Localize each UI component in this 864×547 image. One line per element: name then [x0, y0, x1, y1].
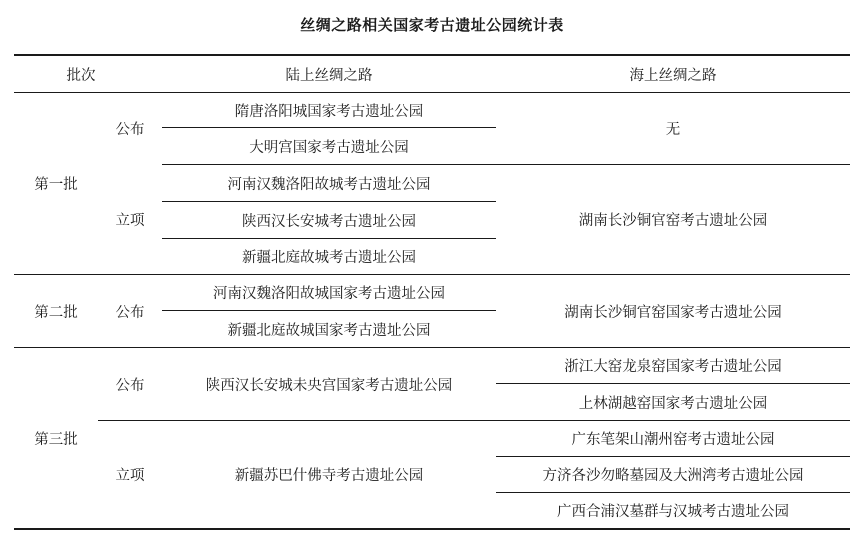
- header-land: 陆上丝绸之路: [285, 67, 373, 84]
- batch3-announced-type: 公布: [115, 377, 145, 394]
- batch2-announced-land-1: 河南汉魏洛阳故城国家考古遗址公园: [213, 286, 445, 302]
- batch3-approved-land: 新疆苏巴什佛寺考古遗址公园: [234, 468, 424, 484]
- batch1-approved-sea: 湖南长沙铜官窑考古遗址公园: [578, 213, 768, 229]
- table-title: 丝绸之路相关国家考古遗址公园统计表: [300, 16, 564, 34]
- batch1-announced-sea: 无: [665, 122, 681, 138]
- batch3-announced-sea-1: 浙江大窑龙泉窑国家考古遗址公园: [564, 359, 782, 375]
- batch2-label: 第二批: [34, 304, 78, 321]
- batch1-announced-type: 公布: [115, 122, 145, 138]
- bottom-rule: [14, 528, 850, 530]
- batch1-announced-land-1: 隋唐洛阳城国家考古遗址公园: [234, 103, 424, 120]
- batch3-announced-land: 陕西汉长安城未央宫国家考古遗址公园: [205, 377, 453, 394]
- batch1-announced-land-2: 大明宫国家考古遗址公园: [249, 139, 409, 156]
- header-sea: 海上丝绸之路: [629, 67, 717, 84]
- batch2-announced-sea: 湖南长沙铜官窑国家考古遗址公园: [564, 304, 782, 321]
- batch2-announced-type: 公布: [115, 304, 145, 321]
- header-batch: 批次: [66, 67, 96, 84]
- batch3-approved-sea-2: 方济各沙勿略墓园及大洲湾考古遗址公园: [542, 468, 804, 484]
- batch1-approved-type: 立项: [115, 213, 145, 229]
- batch1-label: 第一批: [34, 177, 78, 193]
- batch3-approved-type: 立项: [115, 468, 145, 484]
- batch3-label: 第三批: [34, 431, 78, 448]
- batch1-approved-land-2: 陕西汉长安城考古遗址公园: [242, 213, 416, 230]
- batch1-approved-land-1: 河南汉魏洛阳故城考古遗址公园: [227, 176, 431, 193]
- batch3-approved-sea-1: 广东笔架山潮州窑考古遗址公园: [571, 432, 775, 448]
- batch3-approved-sea-3: 广西合浦汉墓群与汉城考古遗址公园: [557, 504, 789, 520]
- batch3-announced-sea-2: 上林湖越窑国家考古遗址公园: [578, 395, 768, 412]
- batch1-approved-land-3: 新疆北庭故城考古遗址公园: [242, 250, 416, 266]
- batch2-announced-land-2: 新疆北庭故城国家考古遗址公园: [227, 322, 431, 339]
